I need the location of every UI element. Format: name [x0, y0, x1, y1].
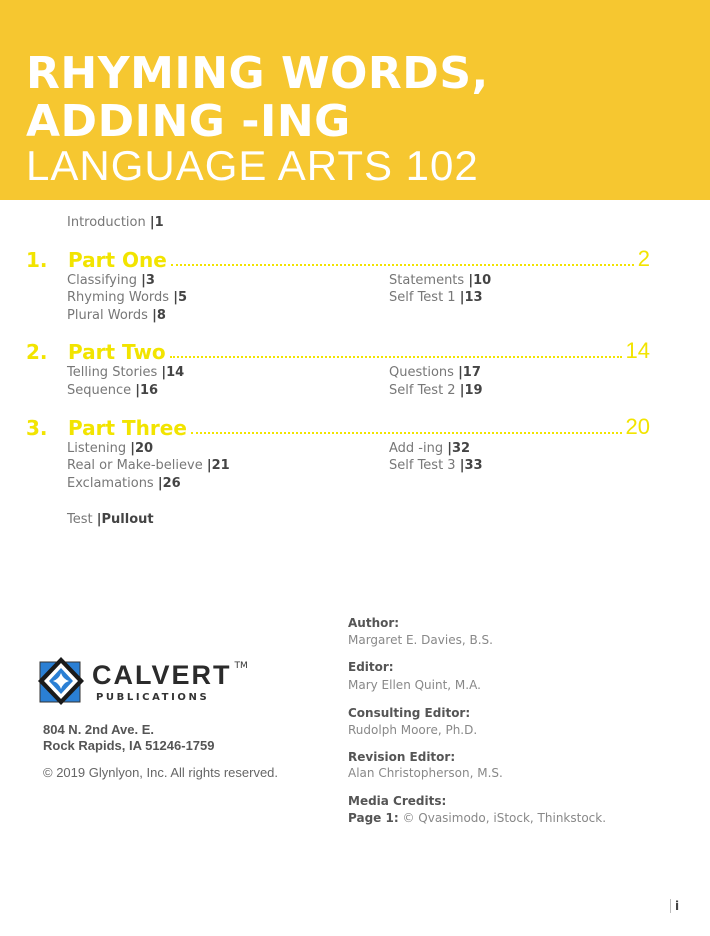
toc-label: Introduction — [67, 215, 146, 230]
title-line-2: ADDING -ING — [26, 96, 351, 147]
toc-item[interactable] — [389, 383, 483, 399]
toc-label: Telling Stories — [67, 365, 158, 380]
title-banner — [0, 0, 710, 200]
toc-label: Questions — [389, 365, 454, 380]
toc-item[interactable] — [67, 458, 230, 474]
toc-label: Listening — [67, 441, 127, 456]
media-credits-line — [348, 811, 606, 825]
toc-page: |26 — [157, 476, 181, 491]
address-line-1: 804 N. 2nd Ave. E. — [43, 722, 155, 737]
part-page: 14 — [625, 338, 650, 363]
toc-label: Add -ing — [389, 441, 444, 456]
toc-intro[interactable] — [67, 215, 164, 231]
toc-label: Exclamations — [67, 476, 154, 491]
toc-page: |19 — [459, 383, 483, 398]
credit-value: Alan Christopherson, M.S. — [348, 766, 503, 780]
toc-page: |21 — [206, 458, 230, 473]
credit-heading: Editor: — [348, 660, 394, 674]
toc-label: Self Test 2 — [389, 383, 456, 398]
trademark: TM — [234, 661, 248, 671]
part-number: 3. — [26, 416, 48, 440]
credit-value: Mary Ellen Quint, M.A. — [348, 678, 481, 692]
toc-item[interactable] — [389, 365, 481, 381]
toc-page: |33 — [459, 458, 483, 473]
toc-label: Sequence — [67, 383, 132, 398]
toc-page: |1 — [149, 215, 164, 230]
toc-page: |5 — [173, 290, 187, 305]
toc-item[interactable] — [389, 441, 470, 457]
publisher-sub: PUBLICATIONS — [96, 692, 210, 703]
toc-page: |20 — [130, 441, 154, 456]
title-line-1: RHYMING WORDS, — [26, 48, 489, 99]
toc-item[interactable] — [67, 476, 181, 492]
toc-page: |17 — [458, 365, 481, 380]
media-credits-page: Page 1: — [348, 811, 399, 825]
toc-label: Self Test 3 — [389, 458, 456, 473]
media-credits-heading: Media Credits: — [348, 794, 447, 808]
toc-item[interactable] — [67, 273, 155, 289]
toc-item[interactable] — [67, 308, 166, 324]
part-title: Part Three — [68, 416, 187, 440]
toc-item[interactable] — [67, 383, 158, 399]
toc-part-one[interactable] — [26, 246, 650, 272]
part-number: 1. — [26, 248, 48, 272]
toc-part-three[interactable] — [26, 414, 650, 440]
part-title: Part One — [68, 248, 167, 272]
media-credits-value: © Qvasimodo, iStock, Thinkstock. — [402, 811, 607, 825]
toc-page: |13 — [459, 290, 483, 305]
toc-item[interactable] — [389, 458, 483, 474]
toc-label: Classifying — [67, 273, 137, 288]
part-number: 2. — [26, 340, 48, 364]
toc-item[interactable] — [389, 290, 483, 306]
leader-dots — [171, 264, 634, 266]
page-number: i — [670, 899, 679, 913]
toc-label: Real or Make-believe — [67, 458, 203, 473]
toc-label: Self Test 1 — [389, 290, 456, 305]
toc-page: |8 — [152, 308, 166, 323]
toc-label: Test — [67, 512, 93, 527]
credit-heading: Author: — [348, 616, 400, 630]
toc-page: |16 — [135, 383, 159, 398]
publisher-brand — [92, 662, 248, 689]
copyright: © 2019 Glynlyon, Inc. All rights reserved. — [43, 765, 279, 780]
credit-value: Rudolph Moore, Ph.D. — [348, 723, 478, 737]
toc-page: |Pullout — [96, 512, 154, 527]
toc-item[interactable] — [389, 273, 491, 289]
toc-item[interactable] — [67, 365, 184, 381]
toc-page: |14 — [161, 365, 185, 380]
calvert-logo-icon — [36, 656, 86, 706]
toc-part-two[interactable] — [26, 338, 650, 364]
publisher-name: CALVERT — [92, 660, 232, 690]
toc-item[interactable] — [67, 290, 187, 306]
credit-heading: Revision Editor: — [348, 750, 456, 764]
toc-label: Statements — [389, 273, 465, 288]
credit-value: Margaret E. Davies, B.S. — [348, 633, 493, 647]
toc-item[interactable] — [67, 441, 153, 457]
toc-page: |3 — [141, 273, 155, 288]
credit-heading: Consulting Editor: — [348, 706, 471, 720]
toc-label: Rhyming Words — [67, 290, 170, 305]
toc-label: Plural Words — [67, 308, 148, 323]
toc-test[interactable] — [67, 512, 154, 528]
part-page: 20 — [625, 414, 650, 439]
address-line-2: Rock Rapids, IA 51246-1759 — [43, 738, 215, 753]
leader-dots — [191, 432, 622, 434]
leader-dots — [170, 356, 622, 358]
subtitle: LANGUAGE ARTS 102 — [26, 142, 479, 189]
toc-page: |10 — [468, 273, 492, 288]
part-page: 2 — [637, 246, 650, 271]
part-title: Part Two — [68, 340, 166, 364]
toc-page: |32 — [447, 441, 471, 456]
